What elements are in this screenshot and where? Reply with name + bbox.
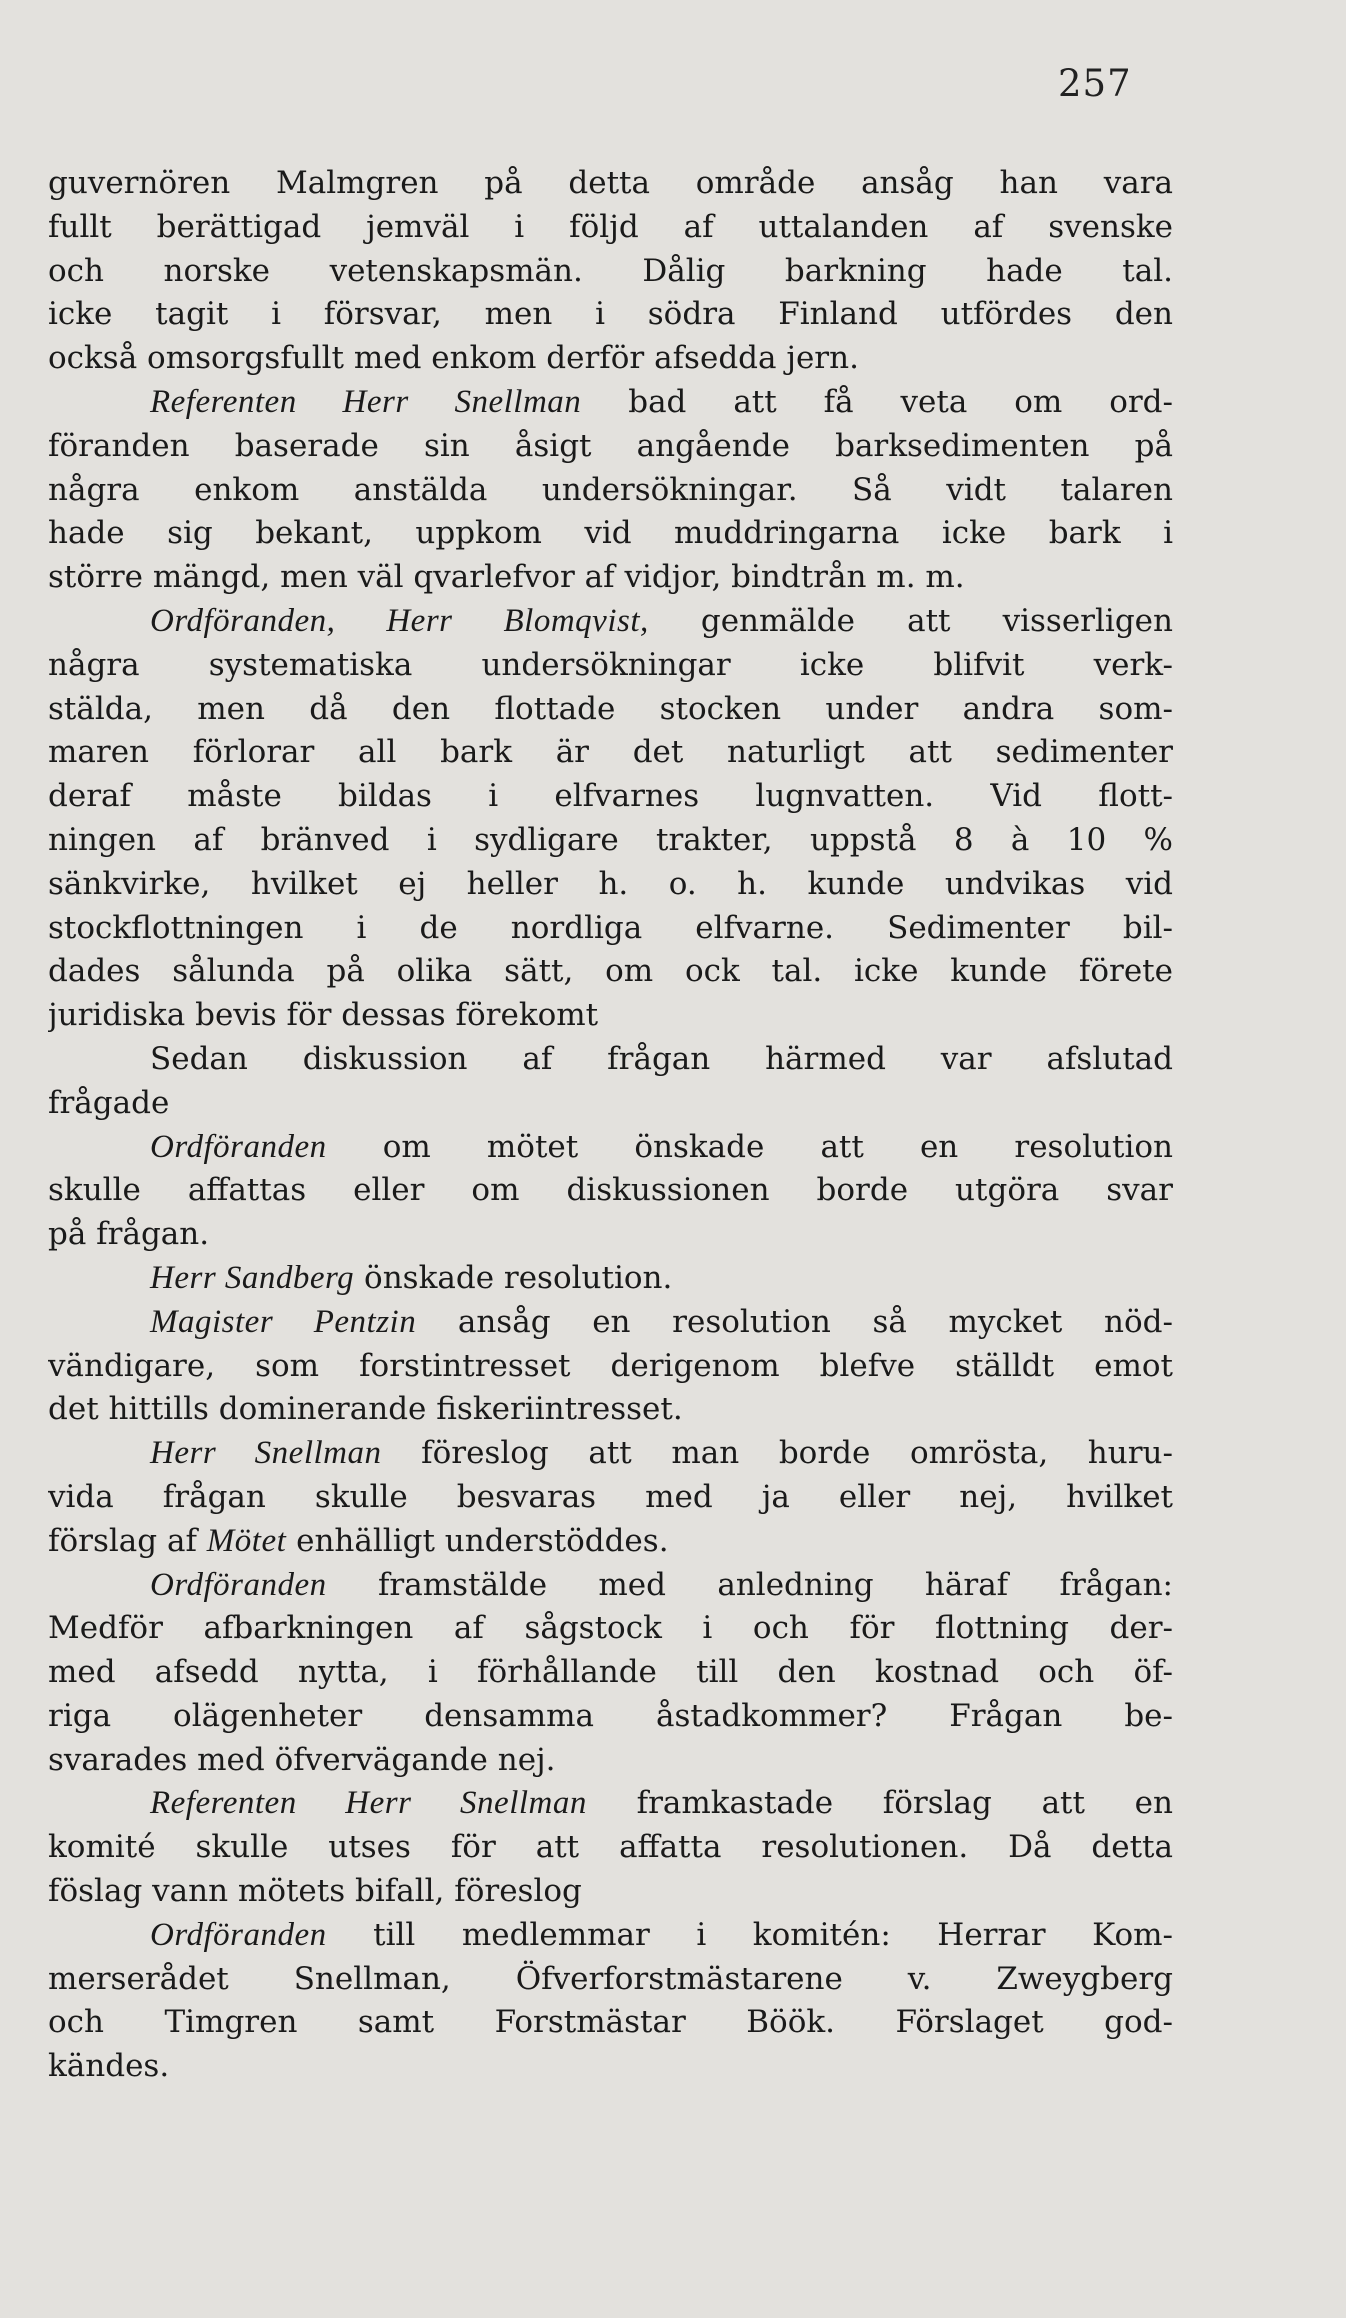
text-line	[48, 1432, 1173, 1476]
text-run: frågade	[48, 1084, 170, 1121]
text-line	[48, 2001, 1173, 2045]
text-line	[48, 775, 1173, 819]
text-line	[48, 1345, 1173, 1389]
text-run: guvernören Malmgren på detta område ansåg han vara	[48, 165, 1173, 201]
text-line	[48, 1826, 1173, 1870]
text-line	[48, 162, 1173, 206]
text-line	[48, 1257, 1173, 1301]
text-line	[48, 1082, 1173, 1126]
text-line	[48, 1739, 1173, 1783]
text-line	[48, 644, 1173, 688]
text-line	[48, 469, 1173, 513]
text-line	[48, 600, 1173, 644]
italic-name: Ordföranden	[150, 1566, 327, 1603]
text-run: vida frågan skulle besvaras med ja eller nej, hvilket	[48, 1478, 1173, 1515]
text-run: till medlemmar i komitén: Herrar Kom-	[326, 1916, 1173, 1953]
italic-name: Mötet	[206, 1522, 287, 1559]
text-run: förslag af	[48, 1522, 207, 1559]
text-run: svarades med öfvervägande nej.	[48, 1741, 556, 1778]
text-run: ansåg en resolution så mycket nöd-	[416, 1303, 1173, 1340]
text-run: och norske vetenskapsmän. Dålig barkning hade tal.	[48, 252, 1173, 289]
text-line	[48, 1607, 1173, 1651]
text-line	[48, 1213, 1173, 1257]
text-run: med afsedd nytta, i förhållande till den kostnad och öf-	[48, 1654, 1173, 1691]
text-line	[48, 381, 1173, 425]
text-run: om mötet önskade att en resolution	[326, 1128, 1173, 1165]
text-line	[48, 1564, 1173, 1608]
text-line	[48, 907, 1173, 951]
page-number: 257	[1058, 62, 1132, 105]
text-run: stockflottningen i de nordliga elfvarne. Sedimenter bil-	[48, 909, 1173, 946]
text-line	[48, 950, 1173, 994]
text-run: deraf måste bildas i elfvarnes lugnvatten. Vid flott-	[48, 778, 1173, 815]
text-run: komité skulle utses för att affatta resolutionen. Då detta	[48, 1829, 1173, 1866]
text-line	[48, 819, 1173, 863]
italic-name: Herr Sandberg	[150, 1259, 355, 1296]
text-line	[48, 206, 1173, 250]
text-line	[48, 250, 1173, 294]
italic-name: Herr Snellman	[150, 1435, 382, 1472]
text-line	[48, 1651, 1173, 1695]
text-line	[48, 863, 1173, 907]
text-run: hade sig bekant, uppkom vid muddringarna icke bark i	[48, 515, 1173, 552]
text-line	[48, 1169, 1173, 1213]
italic-name: Ordföranden	[150, 1916, 327, 1953]
text-line	[48, 1914, 1173, 1958]
text-run: dades sålunda på olika sätt, om ock tal. icke kunde förete	[48, 953, 1173, 990]
text-line	[48, 1695, 1173, 1739]
text-run: riga olägenheter densamma åstadkommer? Frågan be-	[48, 1697, 1173, 1734]
italic-name: Ordföranden	[150, 1128, 327, 1165]
text-run: föranden baserade sin åsigt angående barksedimenten på	[48, 427, 1173, 464]
text-line	[48, 1388, 1173, 1432]
text-line	[48, 688, 1173, 732]
text-run: ningen af bränved i sydligare trakter, uppstå 8 à 10 %	[48, 821, 1173, 858]
text-run: fullt berättigad jemväl i följd af uttalanden af svenske	[48, 208, 1173, 245]
text-line	[48, 1958, 1173, 2002]
text-run: sänkvirke, hvilket ej heller h. o. h. kunde undvikas vid	[48, 865, 1173, 902]
text-run: merserådet Snellman, Öfverforstmästarene v. Zweygberg	[48, 1960, 1173, 1997]
text-run: och Timgren samt Forstmästar Böök. Förslaget god-	[48, 2004, 1173, 2041]
text-line	[48, 512, 1173, 556]
text-line	[48, 1476, 1173, 1520]
text-run: maren förlorar all bark är det naturligt att sedimenter	[48, 734, 1173, 771]
text-line	[48, 1520, 1173, 1564]
text-line	[48, 1870, 1173, 1914]
text-line	[48, 337, 1173, 381]
text-run: föreslog att man borde omrösta, huru-	[381, 1435, 1173, 1472]
text-line	[48, 731, 1173, 775]
text-run: föslag vann mötets bifall, föreslog	[48, 1873, 582, 1910]
text-run: vändigare, som forstintresset derigenom blefve ställdt emot	[48, 1347, 1173, 1384]
text-run: kändes.	[48, 2048, 170, 2085]
text-run: det hittills dominerande fiskeriintresset.	[48, 1391, 683, 1428]
text-line	[48, 293, 1173, 337]
text-run: större mängd, men väl qvarlefvor af vidjor, bindtrån m. m.	[48, 559, 965, 596]
italic-name: Magister Pentzin	[150, 1303, 417, 1340]
text-run: enhälligt understöddes.	[286, 1522, 669, 1559]
text-line	[48, 1126, 1173, 1170]
italic-name: Ordföranden, Herr Blomqvist,	[150, 602, 649, 639]
text-run: Medför afbarkningen af sågstock i och för flottning der-	[48, 1610, 1173, 1647]
text-run: stälda, men då den flottade stocken under andra som-	[48, 690, 1173, 727]
text-run: på frågan.	[48, 1216, 210, 1253]
text-run: framstälde med anledning häraf frågan:	[326, 1566, 1173, 1603]
text-run: några systematiska undersökningar icke blifvit verk-	[48, 646, 1173, 683]
text-line	[48, 1038, 1173, 1082]
text-run: icke tagit i försvar, men i södra Finland utfördes den	[48, 296, 1173, 333]
text-run: några enkom anstälda undersökningar. Så vidt talaren	[48, 471, 1173, 508]
body-text	[48, 162, 1173, 2089]
italic-name: Referenten Herr Snellman	[150, 383, 582, 420]
text-line	[48, 2045, 1173, 2089]
text-run: framkastade förslag att en	[586, 1785, 1173, 1822]
text-line	[48, 1301, 1173, 1345]
italic-name: Referenten Herr Snellman	[150, 1785, 587, 1822]
text-line	[48, 1782, 1173, 1826]
text-line	[48, 425, 1173, 469]
text-run: Sedan diskussion af frågan härmed var afslutad	[150, 1040, 1173, 1077]
text-run: juridiska bevis för dessas förekomt	[48, 997, 599, 1034]
text-run: bad att få veta om ord-	[581, 383, 1173, 420]
text-line	[48, 556, 1173, 600]
text-line	[48, 994, 1173, 1038]
text-run: önskade resolution.	[354, 1259, 673, 1296]
text-run: skulle affattas eller om diskussionen borde utgöra svar	[48, 1172, 1173, 1209]
text-run: också omsorgsfullt med enkom derför afsedda jern.	[48, 340, 859, 377]
text-run: genmälde att visserligen	[648, 602, 1173, 639]
